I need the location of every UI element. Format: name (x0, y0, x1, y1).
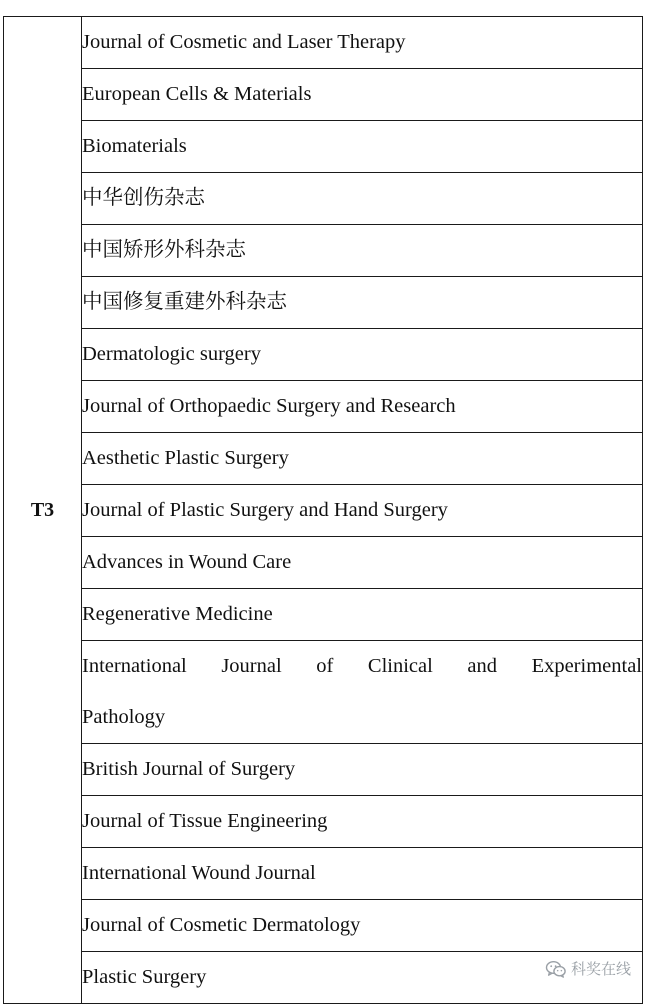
table-row (4, 69, 643, 121)
table-row (4, 900, 643, 952)
journal-name-line-1: International Journal of Clinical and Experimental (82, 655, 642, 677)
journal-name: Aesthetic Plastic Surgery (82, 433, 643, 485)
table-row (4, 381, 643, 433)
journal-name: Regenerative Medicine (82, 589, 643, 641)
table-row (4, 121, 643, 173)
table-row (4, 744, 643, 796)
watermark (545, 958, 631, 979)
journal-tier-table (3, 16, 643, 1004)
table-row (4, 589, 643, 641)
journal-name-wrapped (82, 641, 643, 744)
journal-name: Journal of Plastic Surgery and Hand Surgery (82, 485, 643, 537)
journal-name: Plastic Surgery (82, 952, 643, 1004)
table-row (4, 796, 643, 848)
journal-name: International Wound Journal (82, 848, 643, 900)
table-row (4, 329, 643, 381)
watermark-text: 科奖在线 (570, 960, 631, 978)
journal-name: Journal of Cosmetic Dermatology (82, 900, 643, 952)
table-row (4, 17, 643, 69)
table-row (4, 173, 643, 225)
wechat-icon (545, 960, 567, 978)
table-row (4, 485, 643, 537)
journal-name: Dermatologic surgery (82, 329, 643, 381)
journal-name: Journal of Orthopaedic Surgery and Research (82, 381, 643, 433)
tier-label: T3 (4, 17, 82, 1004)
journal-name-line-2: Pathology (82, 706, 166, 728)
table-row (4, 848, 643, 900)
journal-name: British Journal of Surgery (82, 744, 643, 796)
journal-name: 中国矫形外科杂志 (82, 225, 643, 277)
journal-name: Biomaterials (82, 121, 643, 173)
journal-name: Advances in Wound Care (82, 537, 643, 589)
table-row (4, 277, 643, 329)
journal-name: European Cells & Materials (82, 69, 643, 121)
table-row (4, 537, 643, 589)
journal-name: Journal of Tissue Engineering (82, 796, 643, 848)
journal-name: 中华创伤杂志 (82, 173, 643, 225)
table-row (4, 641, 643, 744)
table-row (4, 225, 643, 277)
journal-name: Journal of Cosmetic and Laser Therapy (82, 17, 643, 69)
journal-name: 中国修复重建外科杂志 (82, 277, 643, 329)
table-row (4, 433, 643, 485)
